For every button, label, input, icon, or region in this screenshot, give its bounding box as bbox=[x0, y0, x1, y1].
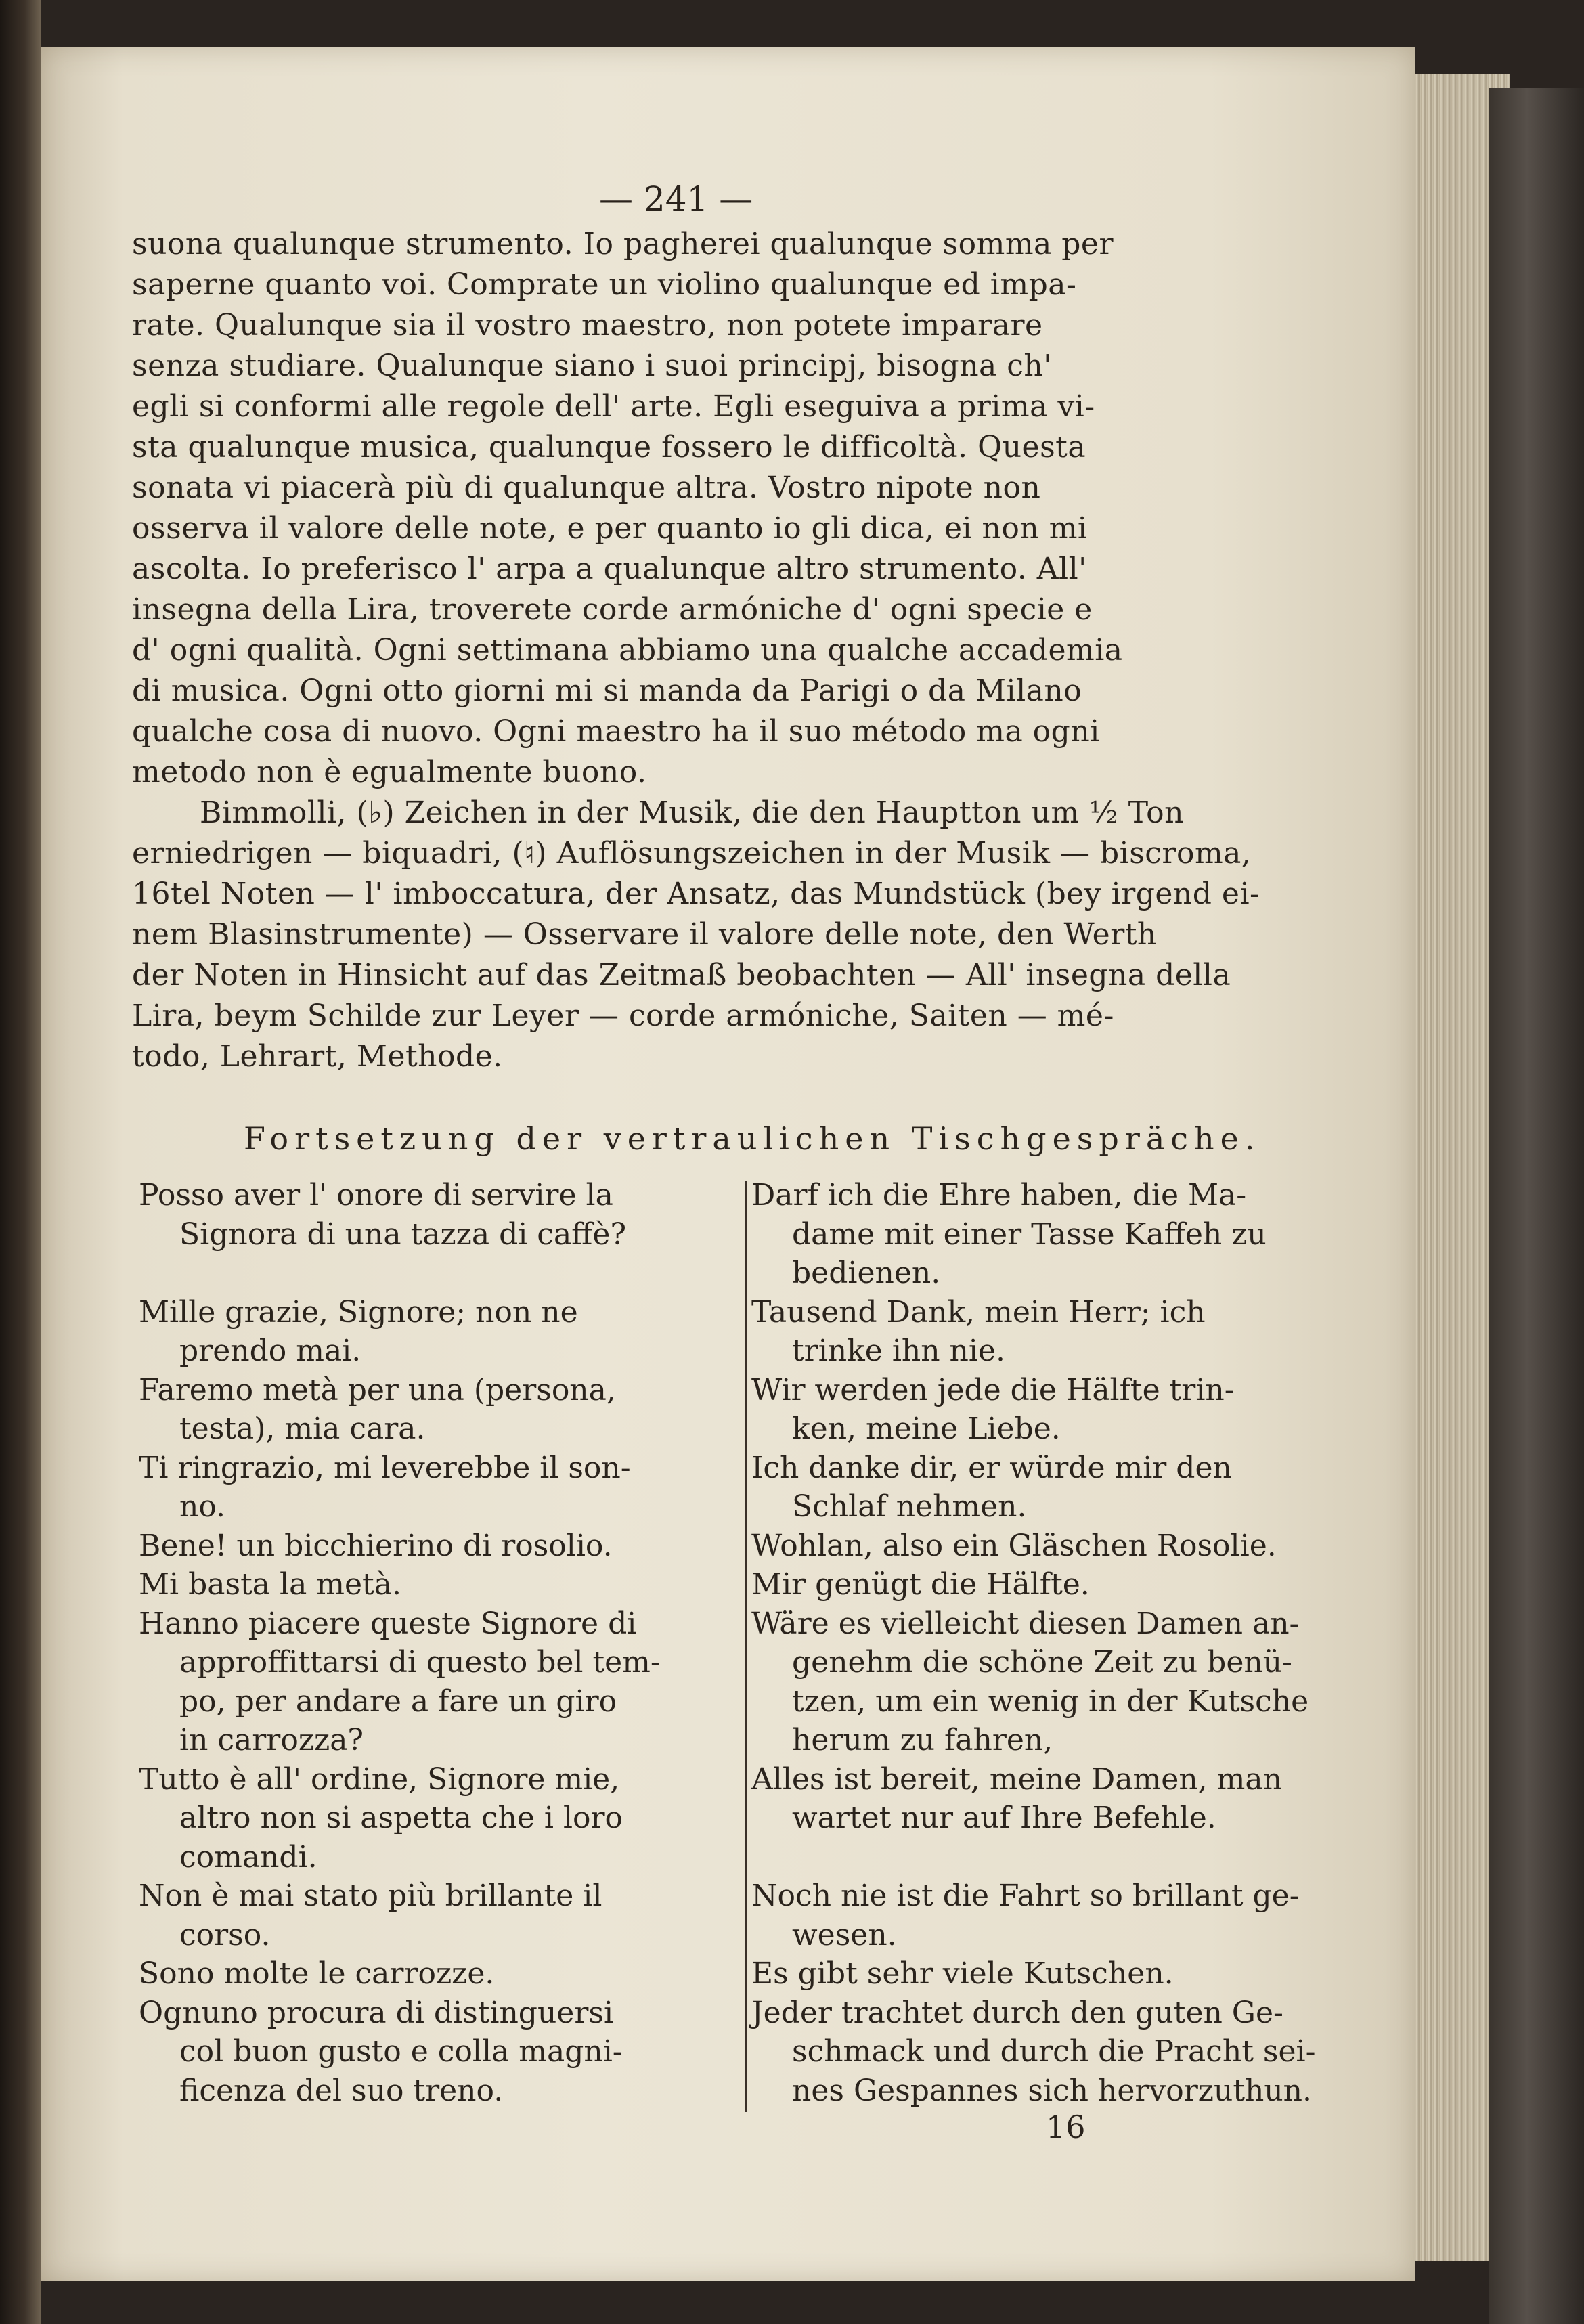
german-line: genehm die schöne Zeit zu benü- bbox=[792, 1645, 1292, 1680]
german-line: Ich danke dir, er würde mir den bbox=[751, 1450, 1232, 1485]
german-line: Jeder trachtet durch den guten Ge- bbox=[751, 1995, 1283, 2030]
body-line: egli si conformi alle regole dell' arte. Egli eseguiva a prima vi- bbox=[132, 389, 1095, 424]
italian-line: po, per andare a fare un giro bbox=[179, 1684, 617, 1719]
book-spine-shadow bbox=[0, 0, 41, 2324]
german-line: tzen, um ein wenig in der Kutsche bbox=[792, 1684, 1309, 1719]
german-line: Tausend Dank, mein Herr; ich bbox=[751, 1294, 1206, 1330]
italian-line: no. bbox=[179, 1489, 226, 1524]
body-line: senza studiare. Qualunque siano i suoi principj, bisogna ch' bbox=[132, 349, 1052, 383]
italian-line: ficenza del suo treno. bbox=[179, 2073, 504, 2108]
body-line: nem Blasinstrumente) — Osservare il valore delle note, den Werth bbox=[132, 917, 1157, 952]
body-line: d' ogni qualità. Ogni settimana abbiamo una qualche accademia bbox=[132, 633, 1123, 667]
italian-line: Ognuno procura di distinguersi bbox=[139, 1995, 614, 2030]
body-line: der Noten in Hinsicht auf das Zeitmaß beobachten — All' insegna della bbox=[132, 958, 1231, 992]
german-line: Noch nie ist die Fahrt so brillant ge- bbox=[751, 1879, 1300, 1913]
book-cover-edge bbox=[1489, 88, 1584, 2324]
body-line: suona qualunque strumento. Io pagherei qualunque somma per bbox=[132, 227, 1114, 261]
italian-line: Hanno piacere queste Signore di bbox=[139, 1606, 637, 1641]
italian-line: corso. bbox=[179, 1917, 271, 1952]
german-line: wartet nur auf Ihre Befehle. bbox=[792, 1801, 1216, 1835]
body-line: rate. Qualunque sia il vostro maestro, non potete imparare bbox=[132, 308, 1043, 343]
body-line: saperne quanto voi. Comprate un violino qualunque ed impa- bbox=[132, 267, 1077, 302]
body-line: osserva il valore delle note, e per quanto io gli dica, ei non mi bbox=[132, 511, 1088, 546]
german-line: Alles ist bereit, meine Damen, man bbox=[751, 1761, 1282, 1797]
german-line: Darf ich die Ehre haben, die Ma- bbox=[751, 1178, 1247, 1212]
german-line: herum zu fahren, bbox=[792, 1723, 1053, 1757]
italian-line: approffittarsi di questo bel tem- bbox=[179, 1645, 661, 1680]
italian-line: Bene! un bicchierino di rosolio. bbox=[139, 1528, 613, 1563]
book-page bbox=[41, 47, 1415, 2281]
italian-line: testa), mia cara. bbox=[179, 1411, 426, 1446]
german-line: bedienen. bbox=[792, 1256, 941, 1290]
german-line: dame mit einer Tasse Kaffeh zu bbox=[792, 1216, 1267, 1252]
german-line: nes Gespannes sich hervorzuthun. bbox=[792, 2073, 1313, 2108]
body-line: sta qualunque musica, qualunque fossero le difficoltà. Questa bbox=[132, 430, 1086, 464]
body-line: metodo non è egualmente buono. bbox=[132, 755, 647, 789]
body-line: Lira, beym Schilde zur Leyer — corde armóniche, Saiten — mé- bbox=[132, 999, 1114, 1033]
italian-line: Mi basta la metà. bbox=[139, 1567, 401, 1602]
german-line: trinke ihn nie. bbox=[792, 1334, 1005, 1368]
body-line: Bimmolli, (♭) Zeichen in der Musik, die den Hauptton um ½ Ton bbox=[200, 795, 1184, 830]
german-line: ken, meine Liebe. bbox=[792, 1411, 1061, 1446]
page-number-header: — 241 — bbox=[599, 179, 753, 219]
section-title: Fortsetzung der vertraulichen Tischgespräche. bbox=[244, 1120, 1261, 1157]
italian-line: in carrozza? bbox=[179, 1723, 364, 1757]
column-divider bbox=[745, 1181, 747, 2112]
german-line: Mir genügt die Hälfte. bbox=[751, 1567, 1090, 1602]
german-line: Wohlan, also ein Gläschen Rosolie. bbox=[751, 1528, 1277, 1563]
german-line: Es gibt sehr viele Kutschen. bbox=[751, 1956, 1174, 1991]
italian-line: Posso aver l' onore di servire la bbox=[139, 1178, 613, 1212]
german-line: Wäre es vielleicht diesen Damen an- bbox=[751, 1606, 1300, 1641]
german-line: Wir werden jede die Hälfte trin- bbox=[751, 1372, 1235, 1407]
body-line: ascolta. Io preferisco l' arpa a qualunque altro strumento. All' bbox=[132, 552, 1087, 586]
italian-line: Mille grazie, Signore; non ne bbox=[139, 1294, 578, 1330]
body-line: insegna della Lira, troverete corde armóniche d' ogni specie e bbox=[132, 592, 1093, 627]
italian-line: col buon gusto e colla magni- bbox=[179, 2034, 623, 2069]
body-line: di musica. Ogni otto giorni mi si manda da Parigi o da Milano bbox=[132, 674, 1082, 708]
signature-mark: 16 bbox=[1046, 2109, 1086, 2145]
italian-line: Non è mai stato più brillante il bbox=[139, 1879, 602, 1913]
german-line: Schlaf nehmen. bbox=[792, 1489, 1027, 1524]
italian-line: Signora di una tazza di caffè? bbox=[179, 1216, 627, 1252]
italian-line: Tutto è all' ordine, Signore mie, bbox=[139, 1761, 620, 1797]
italian-line: Sono molte le carrozze. bbox=[139, 1956, 495, 1991]
body-line: erniedrigen — biquadri, (♮) Auflösungszeichen in der Musik — biscroma, bbox=[132, 836, 1252, 871]
body-line: 16tel Noten — l' imboccatura, der Ansatz, das Mundstück (bey irgend ei- bbox=[132, 877, 1260, 911]
body-line: todo, Lehrart, Methode. bbox=[132, 1039, 503, 1074]
german-line: wesen. bbox=[792, 1917, 897, 1952]
german-line: schmack und durch die Pracht sei- bbox=[792, 2034, 1316, 2069]
body-line: sonata vi piacerà più di qualunque altra. Vostro nipote non bbox=[132, 470, 1041, 505]
italian-line: prendo mai. bbox=[179, 1334, 361, 1368]
italian-line: altro non si aspetta che i loro bbox=[179, 1801, 623, 1835]
italian-line: comandi. bbox=[179, 1839, 317, 1874]
italian-line: Ti ringrazio, mi leverebbe il son- bbox=[139, 1450, 631, 1485]
italian-line: Faremo metà per una (persona, bbox=[139, 1372, 616, 1407]
body-line: qualche cosa di nuovo. Ogni maestro ha il suo método ma ogni bbox=[132, 714, 1100, 749]
